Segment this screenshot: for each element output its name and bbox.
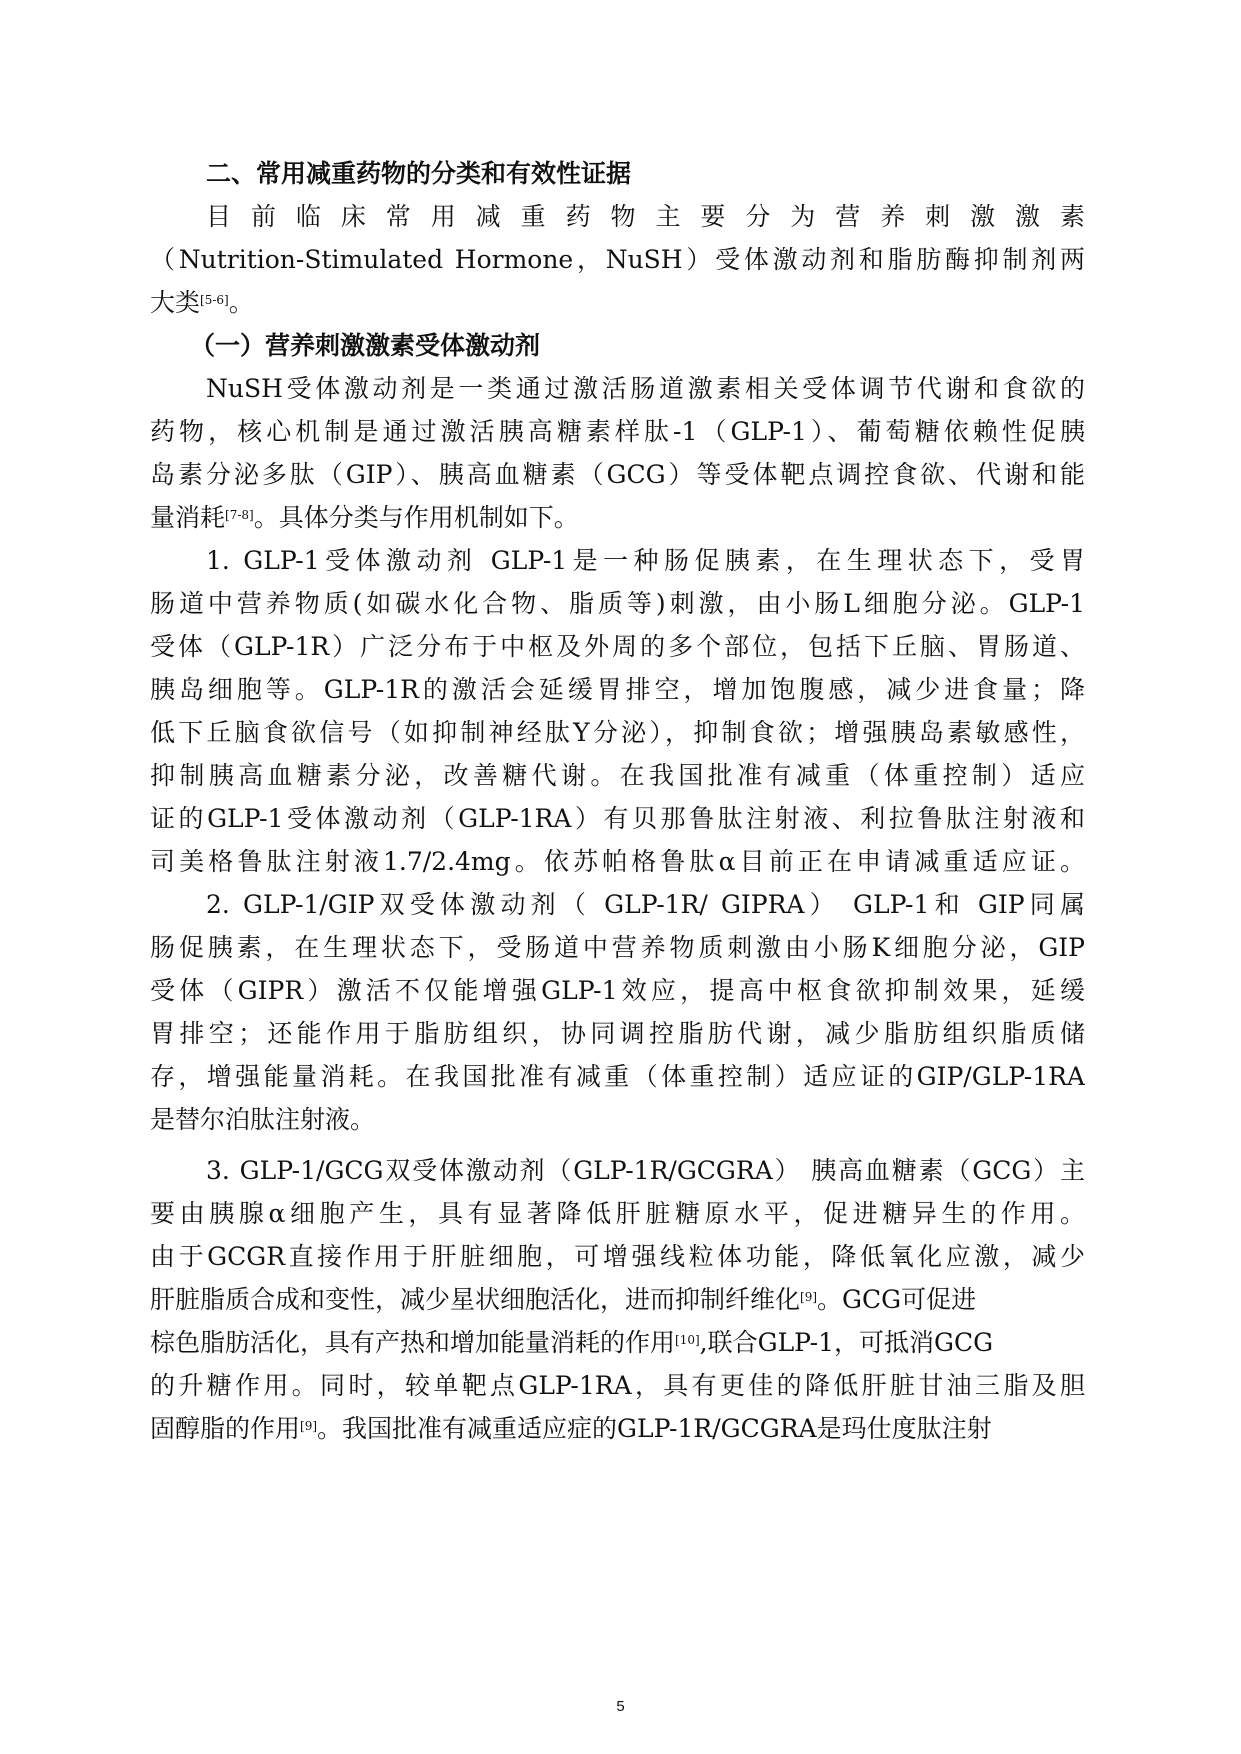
paragraph-spacer bbox=[150, 1141, 1085, 1149]
section-heading: 二、常用减重药物的分类和有效性证据 bbox=[206, 159, 632, 188]
text-line: 肠道中营养物质(如碳水化合物、脂质等)刺激，由小肠L细胞分泌。GLP-1 bbox=[150, 589, 1085, 618]
citation-ref: [7-8] bbox=[225, 508, 254, 522]
text-line: 抑制胰高血糖素分泌，改善糖代谢。在我国批准有减重（体重控制）适应 bbox=[150, 761, 1085, 790]
text-line: 司美格鲁肽注射液1.7/2.4mg。依苏帕格鲁肽α目前正在申请减重适应证。 bbox=[150, 847, 1085, 876]
text-line bbox=[150, 1407, 1085, 1450]
text-span: 。GCG可促进 bbox=[817, 1285, 977, 1314]
text-line: 受体（GIPR）激活不仅能增强GLP-1效应，提高中枢食欲抑制效果，延缓 bbox=[150, 976, 1085, 1005]
text-span: 肝脏脂质合成和变性，减少星状细胞活化，进而抑制纤维化 bbox=[150, 1285, 801, 1314]
text-line: 肠促胰素，在生理状态下，受肠道中营养物质刺激由小肠K细胞分泌，GIP bbox=[150, 933, 1085, 962]
text-line bbox=[150, 1278, 1085, 1321]
text-line bbox=[150, 496, 1085, 539]
text-line bbox=[150, 281, 1085, 324]
text-span: ,联合GLP-1，可抵消GCG bbox=[699, 1328, 994, 1357]
text-line: 目前临床常用减重药物主要分为营养刺激激素 bbox=[206, 202, 1085, 231]
text-span: 固醇脂的作用 bbox=[150, 1414, 301, 1443]
text-line: 要由胰腺α细胞产生，具有显著降低肝脏糖原水平，促进糖异生的作用。 bbox=[150, 1199, 1085, 1228]
text-line: 存，增强能量消耗。在我国批准有减重（体重控制）适应证的GIP/GLP-1RA bbox=[150, 1062, 1085, 1091]
text-line: 证的GLP-1受体激动剂（GLP-1RA）有贝那鲁肽注射液、利拉鲁肽注射液和 bbox=[150, 804, 1085, 833]
item-glp1-gcg-paragraph bbox=[150, 1149, 1085, 1450]
item-glp1-gip-paragraph bbox=[150, 883, 1085, 1141]
text-span: 。具体分类与作用机制如下。 bbox=[253, 503, 579, 532]
text-span: 。 bbox=[228, 288, 254, 317]
subsection-paragraph bbox=[150, 367, 1085, 539]
text-span: 棕色脂肪活化，具有产热和增加能量消耗的作用 bbox=[150, 1328, 676, 1357]
page-number: 5 bbox=[616, 1698, 625, 1715]
citation-ref: [5-6] bbox=[200, 293, 229, 307]
text-span: 量消耗 bbox=[150, 503, 226, 532]
text-line bbox=[150, 1321, 1085, 1364]
text-line: 是替尔泊肽注射液。 bbox=[150, 1105, 376, 1134]
text-line: 岛素分泌多肽（GIP）、胰高血糖素（GCG）等受体靶点调控食欲、代谢和能 bbox=[150, 460, 1085, 489]
text-line: 药物，核心机制是通过激活胰高糖素样肽-1（GLP-1）、葡萄糖依赖性促胰 bbox=[150, 417, 1085, 446]
text-line: 受体（GLP-1R）广泛分布于中枢及外周的多个部位，包括下丘脑、胃肠道、 bbox=[150, 632, 1085, 661]
text-line: 胃排空；还能作用于脂肪组织，协同调控脂肪代谢，减少脂肪组织脂质储 bbox=[150, 1019, 1085, 1048]
item-glp1-paragraph bbox=[150, 539, 1085, 883]
page-content bbox=[150, 152, 1085, 1450]
citation-ref: [10] bbox=[675, 1333, 700, 1347]
text-line: 由于GCGR直接作用于肝脏细胞，可增强线粒体功能，降低氧化应激，减少 bbox=[150, 1242, 1085, 1271]
text-line: 胰岛细胞等。GLP-1R的激活会延缓胃排空，增加饱腹感，减少进食量；降 bbox=[150, 675, 1085, 704]
subsection-heading: （一）营养刺激激素受体激动剂 bbox=[190, 331, 541, 360]
text-line: 3. GLP-1/GCG双受体激动剂（GLP-1R/GCGRA） 胰高血糖素（GCG）主 bbox=[206, 1156, 1085, 1185]
text-line: NuSH受体激动剂是一类通过激活肠道激素相关受体调节代谢和食欲的 bbox=[206, 374, 1085, 403]
text-line: （Nutrition-Stimulated Hormone，NuSH）受体激动剂和脂肪酶抑制剂两 bbox=[150, 245, 1085, 274]
text-line: 1. GLP-1受体激动剂 GLP-1是一种肠促胰素，在生理状态下，受胃 bbox=[206, 546, 1085, 575]
section-intro-paragraph bbox=[150, 195, 1085, 324]
text-span: 大类 bbox=[150, 288, 201, 317]
text-span: 。我国批准有减重适应症的GLP-1R/GCGRA是玛仕度肽注射 bbox=[317, 1414, 992, 1443]
text-line: 2. GLP-1/GIP双受体激动剂（ GLP-1R/ GIPRA） GLP-1和 GIP同属 bbox=[206, 890, 1085, 919]
text-line: 低下丘脑食欲信号（如抑制神经肽Y分泌），抑制食欲；增强胰岛素敏感性， bbox=[150, 718, 1085, 747]
citation-ref: [9] bbox=[800, 1290, 818, 1304]
citation-ref: [9] bbox=[300, 1419, 318, 1433]
text-line: 的升糖作用。同时，较单靶点GLP-1RA，具有更佳的降低肝脏甘油三脂及胆 bbox=[150, 1371, 1085, 1400]
